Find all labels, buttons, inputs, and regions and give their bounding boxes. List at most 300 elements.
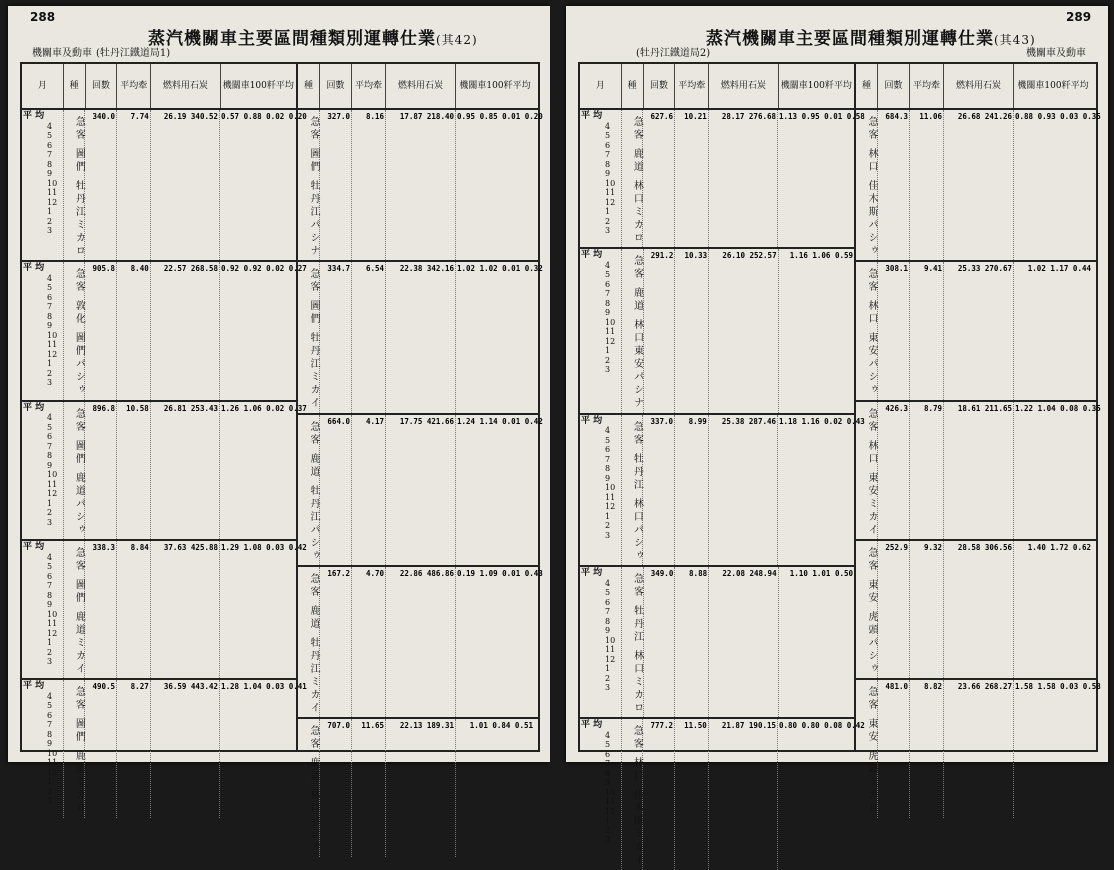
month-label: 6 — [47, 292, 53, 302]
average-value: 627.6 — [650, 112, 674, 121]
average-value: 1.40 1.72 0.62 — [1027, 543, 1091, 553]
average-value: 10.58 — [126, 403, 149, 413]
month-label: 5 — [47, 562, 53, 572]
trips-column — [85, 402, 117, 539]
month-label: 6 — [605, 445, 611, 455]
average-label: 平 均 — [581, 250, 603, 261]
month-label: 8 — [605, 768, 611, 778]
avg-column — [352, 262, 386, 412]
month-label: 8 — [47, 590, 53, 600]
month-column — [22, 110, 64, 260]
month-label: 11 — [47, 758, 58, 768]
oil-column — [456, 110, 543, 260]
avg-column — [352, 719, 386, 856]
month-column — [580, 249, 622, 412]
header-month: 月 — [580, 64, 622, 108]
trips-column — [320, 567, 352, 717]
average-label: 平 均 — [581, 568, 603, 579]
avg-column — [352, 110, 386, 260]
header-type: 種 — [64, 64, 86, 108]
month-label: 5 — [605, 131, 611, 140]
trips-column — [85, 541, 117, 678]
header-type: 種 — [622, 64, 644, 108]
average-value: 25.38 287.46 — [721, 416, 777, 426]
average-value: 1.02 1.17 0.44 — [1027, 264, 1091, 274]
type-route-column: 急客 林口 佳木斯パシゥ — [856, 110, 878, 260]
header-month: 月 — [22, 64, 64, 108]
average-value: 26.19 340.52 — [163, 112, 219, 121]
type-route-column: 急客 鹿道 牡丹江ミカイ — [298, 567, 320, 717]
average-value: 26.10 252.57 — [722, 251, 777, 261]
type-route-column: 急客 鹿道 林口東安パシナ — [622, 249, 644, 412]
type-route-column: 急客 敦化 圖們パシゥ — [64, 262, 86, 399]
average-value: 1.29 1.08 0.03 0.42 — [221, 543, 307, 553]
avg-column — [352, 567, 386, 717]
coal-column — [151, 402, 220, 539]
average-value: 8.79 — [923, 403, 942, 413]
month-label: 9 — [605, 778, 611, 788]
coal-column — [709, 110, 778, 247]
average-value: 1.16 1.06 0.59 — [789, 251, 854, 261]
average-value: 4.17 — [365, 416, 384, 426]
table-block — [22, 262, 307, 401]
oil-column — [779, 249, 854, 412]
avg-column — [910, 541, 944, 678]
oil-column — [1014, 680, 1101, 817]
month-column — [22, 680, 64, 817]
month-label: 12 — [605, 502, 616, 512]
average-label: 平 均 — [23, 681, 45, 692]
oil-column — [456, 415, 543, 565]
average-value: 426.3 — [885, 403, 908, 413]
average-value: 26.68 241.26 — [957, 112, 1012, 121]
month-label: 1 — [47, 359, 53, 369]
month-label: 9 — [47, 321, 53, 331]
table-half-left — [22, 64, 307, 816]
month-label: 7 — [47, 302, 53, 312]
table-block — [580, 415, 865, 567]
coal-column — [944, 541, 1014, 678]
trips-column — [878, 110, 910, 260]
average-value: 17.75 421.66 — [399, 416, 454, 426]
table-block — [856, 262, 1096, 401]
month-label: 4 — [605, 730, 611, 740]
table-header — [298, 64, 538, 110]
avg-column — [352, 415, 386, 565]
average-value: 22.13 189.31 — [399, 721, 454, 731]
average-value: 308.1 — [885, 264, 908, 274]
average-value: 8.27 — [130, 682, 149, 692]
type-route-column: 急客 牡丹江 林口パシゥ — [622, 415, 644, 565]
header-type: 種 — [856, 64, 878, 108]
month-column — [580, 110, 622, 247]
table-block — [856, 402, 1101, 541]
average-label: 平 均 — [581, 720, 603, 731]
month-label: 4 — [605, 260, 611, 270]
average-value: 490.5 — [92, 682, 116, 692]
month-label: 3 — [47, 517, 53, 527]
average-value: 0.19 1.09 0.01 0.43 — [457, 569, 543, 579]
type-route-column: 急客 圖們 牡丹江パシナ — [298, 110, 320, 260]
trips-column — [85, 110, 117, 260]
month-label: 8 — [605, 616, 611, 626]
month-label: 3 — [605, 226, 611, 235]
month-label: 3 — [605, 365, 611, 375]
average-value: 1.13 0.95 0.01 0.58 — [779, 112, 865, 121]
table-block — [298, 415, 543, 567]
table-block — [580, 567, 854, 719]
average-value: 4.70 — [365, 569, 384, 579]
header-avg: 平均牽 — [352, 64, 386, 108]
header-trips: 回數 — [878, 64, 910, 108]
header-oil: 機關車100粁平均 — [1017, 80, 1089, 91]
month-label: 10 — [47, 609, 58, 619]
month-label: 5 — [605, 740, 611, 750]
month-label: 8 — [47, 729, 53, 739]
month-label: 3 — [605, 530, 611, 540]
table-half-left — [580, 64, 865, 868]
average-value: 22.57 268.58 — [163, 264, 219, 274]
header-oil: 機關車100粁平均 — [459, 80, 531, 91]
average-value: 23.66 268.27 — [957, 682, 1012, 692]
average-value: 167.2 — [327, 569, 350, 579]
month-label: 12 — [605, 806, 616, 816]
trips-column — [85, 680, 117, 817]
average-value: 7.74 — [130, 112, 149, 121]
month-label: 6 — [605, 597, 611, 607]
month-label: 1 — [47, 498, 53, 508]
month-label: 4 — [47, 691, 53, 701]
oil-column — [220, 541, 307, 678]
table-block — [298, 262, 543, 414]
month-label: 3 — [47, 657, 53, 667]
month-label: 3 — [605, 683, 611, 693]
table-block — [580, 249, 854, 414]
coal-column — [386, 110, 456, 260]
month-label: 7 — [605, 454, 611, 464]
month-label: 1 — [605, 816, 611, 826]
avg-column — [910, 680, 944, 817]
average-label: 平 均 — [23, 111, 45, 121]
average-value: 28.58 306.56 — [957, 543, 1012, 553]
avg-column — [117, 110, 151, 260]
coal-column — [709, 249, 778, 412]
month-label: 3 — [47, 796, 53, 806]
avg-column — [117, 680, 151, 817]
trips-column — [878, 262, 910, 399]
month-label: 12 — [47, 489, 58, 499]
month-label: 11 — [47, 479, 58, 489]
table-block — [22, 541, 307, 680]
average-value: 22.86 486.86 — [399, 569, 454, 579]
average-value: 337.0 — [650, 416, 674, 426]
average-value: 22.38 342.16 — [399, 264, 454, 274]
month-label: 1 — [47, 777, 53, 787]
month-label: 2 — [605, 673, 611, 683]
oil-column — [778, 110, 865, 247]
average-value: 0.92 0.92 0.02 0.27 — [221, 264, 307, 274]
month-label: 8 — [605, 464, 611, 474]
coal-column — [944, 402, 1014, 539]
month-column — [22, 402, 64, 539]
page-title: 蒸汽機關車主要區間種類別運轉仕業(其42) — [148, 29, 478, 49]
month-column — [580, 719, 622, 869]
table-block — [298, 567, 543, 719]
month-label: 10 — [47, 330, 58, 340]
table-half-right — [298, 64, 543, 855]
coal-column — [386, 719, 456, 856]
coal-column — [151, 110, 220, 260]
type-route-column: 急客 鹿道 林口パシゥ — [298, 719, 320, 856]
month-label: 9 — [605, 308, 611, 318]
type-route-column: 急客 牡丹江 林口ミカロ — [622, 567, 644, 717]
left-page — [8, 6, 550, 855]
month-label: 7 — [47, 150, 53, 159]
month-label: 6 — [605, 749, 611, 759]
type-route-column: 急客 圖們 鹿道パシゥ — [64, 402, 86, 539]
header-trips: 回數 — [86, 64, 118, 108]
month-label: 9 — [47, 739, 53, 749]
average-value: 11.65 — [361, 721, 384, 731]
header-coal: 燃料用石炭 — [386, 64, 456, 108]
month-label: 11 — [605, 645, 616, 655]
average-value: 26.81 253.43 — [163, 403, 219, 413]
average-value: 1.28 1.04 0.03 0.41 — [221, 682, 307, 692]
header-type: 種 — [298, 64, 320, 108]
table-block — [298, 719, 538, 856]
trips-column — [644, 567, 676, 717]
average-value: 17.87 218.40 — [399, 112, 454, 121]
oil-column — [220, 110, 307, 260]
month-label: 4 — [47, 552, 53, 562]
month-label: 12 — [605, 197, 616, 207]
month-label: 10 — [47, 748, 58, 758]
average-value: 0.95 0.85 0.01 0.20 — [457, 112, 543, 121]
month-label: 3 — [605, 835, 611, 845]
month-column — [22, 541, 64, 678]
page-title: 蒸汽機關車主要區間種類別運轉仕業(其43) — [706, 29, 1036, 49]
coal-column — [944, 110, 1014, 260]
type-route-column: 急客 林口 東安ミカイ — [856, 402, 878, 539]
avg-column — [117, 402, 151, 539]
section-label: 機關車及動車 — [32, 48, 92, 59]
month-label: 8 — [605, 159, 611, 169]
coal-column — [151, 541, 220, 678]
month-label: 10 — [47, 178, 58, 188]
table-block — [580, 719, 865, 869]
month-label: 7 — [605, 289, 611, 299]
type-route-column: 急客 林口 東安パシゥ — [856, 262, 878, 399]
oil-column — [1014, 110, 1101, 260]
type-route-column: 急客 圖們 牡丹江ミカロ — [64, 110, 86, 260]
average-value: 8.16 — [365, 112, 384, 121]
page-number: 289 — [1066, 10, 1092, 24]
header-coal: 燃料用石炭 — [709, 64, 778, 108]
month-label: 5 — [47, 422, 53, 432]
average-value: 905.8 — [92, 264, 116, 274]
month-label: 12 — [47, 767, 58, 777]
month-label: 11 — [47, 619, 58, 629]
average-value: 21.87 190.15 — [721, 721, 777, 731]
avg-column — [117, 541, 151, 678]
average-value: 8.99 — [688, 416, 707, 426]
month-label: 7 — [47, 441, 53, 451]
oil-column — [1014, 262, 1092, 399]
trips-column — [320, 415, 352, 565]
trips-column — [878, 402, 910, 539]
table-body — [580, 110, 865, 868]
month-label: 11 — [605, 327, 616, 337]
month-label: 1 — [605, 511, 611, 521]
table-body — [856, 110, 1101, 816]
type-route-column: 急客 東安 虎頭パシゥ — [856, 541, 878, 678]
subsection-label: (牡丹江鐵道局1) — [96, 48, 171, 59]
oil-column — [456, 719, 534, 856]
month-label: 9 — [47, 600, 53, 610]
average-value: 707.0 — [327, 721, 350, 731]
month-label: 3 — [47, 378, 53, 388]
average-value: 1.18 1.16 0.02 0.43 — [779, 416, 865, 426]
month-label: 10 — [605, 787, 616, 797]
average-value: 36.59 443.42 — [163, 682, 219, 692]
month-label: 10 — [605, 317, 616, 327]
average-value: 896.8 — [92, 403, 116, 413]
average-label: 平 均 — [23, 402, 45, 413]
month-label: 5 — [47, 131, 53, 140]
average-value: 8.84 — [130, 543, 149, 553]
coal-column — [151, 680, 220, 817]
month-label: 2 — [47, 508, 53, 518]
month-label: 11 — [605, 797, 616, 807]
average-value: 327.0 — [327, 112, 350, 121]
average-value: 334.7 — [327, 264, 350, 274]
month-label: 2 — [605, 216, 611, 226]
avg-column — [675, 719, 709, 869]
header-trips: 回數 — [644, 64, 676, 108]
section-label: 機關車及動車 — [1026, 48, 1086, 59]
trips-column — [643, 719, 675, 869]
table-block — [856, 110, 1101, 262]
type-route-column: 急客 鹿道 林口ミカロ — [622, 110, 644, 247]
coal-column — [386, 567, 456, 717]
oil-column — [778, 415, 865, 565]
avg-column — [675, 415, 709, 565]
data-table — [20, 62, 543, 855]
average-value: 340.0 — [92, 112, 116, 121]
trips-column — [320, 262, 352, 412]
month-label: 5 — [605, 588, 611, 598]
month-label: 7 — [47, 581, 53, 591]
month-label: 2 — [47, 647, 53, 657]
type-route-column: 急客 圖們 鹿道ミカロ — [64, 680, 86, 817]
header-oil: 機關車100粁平均 — [222, 80, 294, 91]
month-label: 5 — [605, 270, 611, 280]
average-value: 684.3 — [885, 112, 908, 121]
table-header — [22, 64, 296, 110]
month-label: 4 — [47, 121, 53, 131]
avg-column — [675, 567, 709, 717]
trips-column — [643, 110, 675, 247]
month-column — [22, 262, 64, 399]
avg-column — [910, 262, 944, 399]
month-label: 8 — [605, 298, 611, 308]
average-value: 0.80 0.80 0.08 0.42 — [779, 721, 865, 731]
coal-column — [386, 262, 456, 412]
average-value: 1.24 1.14 0.01 0.42 — [457, 416, 543, 426]
avg-column — [675, 249, 709, 412]
trips-column — [878, 680, 910, 817]
month-column — [580, 567, 622, 717]
month-label: 10 — [605, 178, 616, 188]
oil-column — [456, 262, 543, 412]
month-label: 10 — [605, 635, 616, 645]
average-label: 平 均 — [581, 415, 603, 426]
average-label: 平 均 — [23, 263, 45, 274]
type-route-column: 急客 林口 佳木斯ミカイ — [622, 719, 644, 869]
month-label: 6 — [605, 140, 611, 150]
month-label: 9 — [47, 460, 53, 470]
month-label: 4 — [605, 426, 611, 436]
average-label: 平 均 — [23, 542, 45, 553]
month-label: 5 — [47, 701, 53, 711]
trips-column — [320, 110, 352, 260]
average-value: 6.54 — [365, 264, 384, 274]
table-body — [22, 110, 307, 816]
oil-column — [1014, 402, 1101, 539]
average-value: 1.10 1.01 0.50 — [789, 569, 854, 579]
month-label: 1 — [605, 207, 611, 216]
coal-column — [386, 415, 456, 565]
average-value: 0.57 0.88 0.02 0.20 — [221, 112, 307, 121]
month-label: 12 — [47, 349, 58, 359]
table-header — [856, 64, 1096, 110]
header-avg: 平均牽 — [675, 64, 709, 108]
month-label: 4 — [47, 413, 53, 423]
month-label: 9 — [605, 169, 611, 178]
trips-column — [320, 719, 352, 856]
header-coal: 燃料用石炭 — [151, 64, 220, 108]
table-block — [22, 110, 307, 262]
type-route-column: 急客 圖們 牡丹江ミカイ — [298, 262, 320, 412]
month-label: 7 — [605, 759, 611, 769]
month-label: 5 — [605, 435, 611, 445]
trips-column — [643, 415, 675, 565]
header-avg: 平均牽 — [910, 64, 944, 108]
oil-column — [220, 262, 307, 399]
average-value: 349.0 — [650, 569, 674, 579]
month-label: 9 — [605, 626, 611, 636]
month-label: 7 — [47, 720, 53, 730]
month-label: 6 — [47, 571, 53, 581]
month-label: 11 — [47, 188, 58, 197]
table-block — [856, 541, 1096, 680]
month-label: 6 — [47, 140, 53, 150]
month-label: 8 — [47, 451, 53, 461]
month-label: 12 — [47, 197, 58, 207]
oil-column — [778, 719, 865, 869]
month-label: 9 — [605, 473, 611, 483]
average-value: 22.08 248.94 — [722, 569, 777, 579]
month-label: 12 — [47, 628, 58, 638]
average-value: 10.21 — [684, 112, 707, 121]
subsection-label: (牡丹江鐵道局2) — [636, 48, 711, 59]
average-value: 481.0 — [885, 682, 908, 692]
coal-column — [709, 415, 778, 565]
coal-column — [709, 567, 778, 717]
month-label: 12 — [605, 654, 616, 664]
month-label: 2 — [605, 825, 611, 835]
coal-column — [944, 262, 1014, 399]
